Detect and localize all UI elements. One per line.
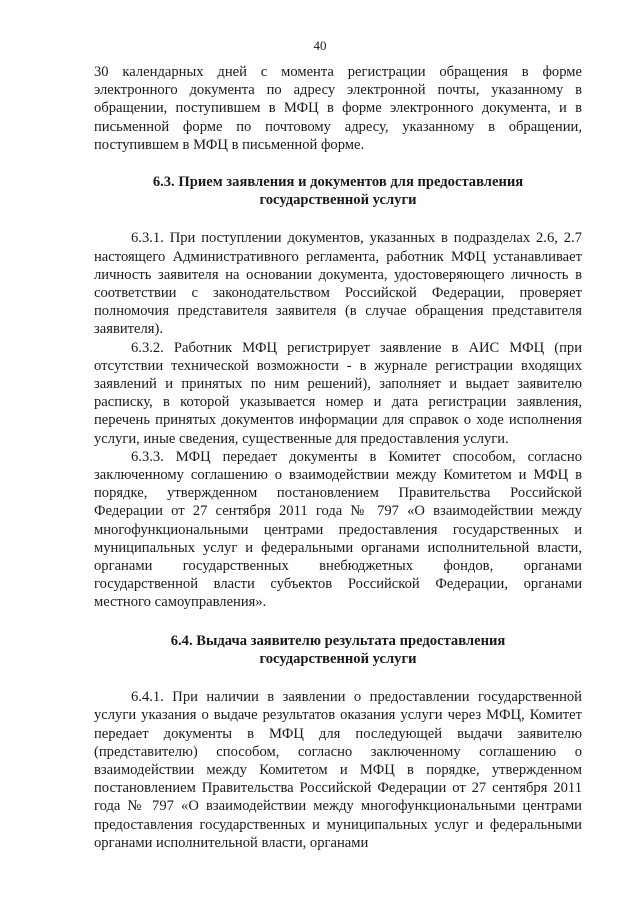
section-6-3-heading-line-1: 6.3. Прием заявления и документов для предоставления	[152, 174, 524, 191]
section-6-3-heading	[94, 173, 582, 209]
paragraph-6-3-3: 6.3.3. МФЦ передает документы в Комитет способом, согласно заключенному соглашению о взаимодействии между Комитетом и МФЦ в порядке, утвержденном постановлением Правительства Российской Федерации от 27 сентября 2011 года № 797 «О взаимодействии между многофункциональными центрами предоставления государственных и муниципальных услуг и федеральными органами исполнительной власти, органами государственных внебюджетных фондов, органами государственной власти субъектов Российской Федерации, органами местного самоуправления».	[94, 448, 582, 611]
document-body	[94, 63, 582, 852]
section-6-3-heading-line-2: государственной услуги	[259, 192, 417, 209]
paragraph-6-3-2: 6.3.2. Работник МФЦ регистрирует заявление в АИС МФЦ (при отсутствии технической возможности - в журнале регистрации входящих заявлений и принятых по ним решений), заполняет и выдает заявителю расписку, в которой указывается номер и дата регистрации заявления, перечень принятых документов информации для справок о ходе исполнения услуги, иные сведения, существенные для предоставления услуги.	[94, 339, 582, 447]
section-6-4-heading-line-2: государственной услуги	[259, 650, 417, 667]
paragraph-6-3-1: 6.3.1. При поступлении документов, указанных в подразделах 2.6, 2.7 настоящего Административного регламента, работник МФЦ устанавливает личность заявителя на основании документа, удостоверяющего личность в соответствии с законодательством Российской Федерации, проверяет полномочия представителя заявителя (в случае обращения представителя заявителя).	[94, 230, 582, 338]
section-6-4-heading-line-1: 6.4. Выдача заявителю результата предоставления	[170, 632, 506, 649]
page-number: 40	[313, 38, 327, 53]
paragraph-6-4-1: 6.4.1. При наличии в заявлении о предоставлении государственной услуги указания о выдаче результатов оказания услуги через МФЦ, Комитет передает документы в МФЦ для последующей выдачи заявителю (представителю) способом, согласно заключенному соглашению о взаимодействии между Комитетом и МФЦ в порядке, утвержденном постановлением Правительства Российской Федерации от 27 сентября 2011 года № 797 «О взаимодействии между многофункциональными центрами предоставления государственных и муниципальных услуг и федеральными органами исполнительной власти, органами	[94, 689, 582, 851]
section-6-4-heading	[94, 632, 582, 668]
intro-paragraph: 30 календарных дней с момента регистрации обращения в форме электронного документа по адресу электронной почты, указанному в обращении, поступившем в МФЦ в форме электронного документа, и в письменной форме по почтовому адресу, указанному в обращении, поступившем в МФЦ в письменной форме.	[94, 64, 582, 153]
